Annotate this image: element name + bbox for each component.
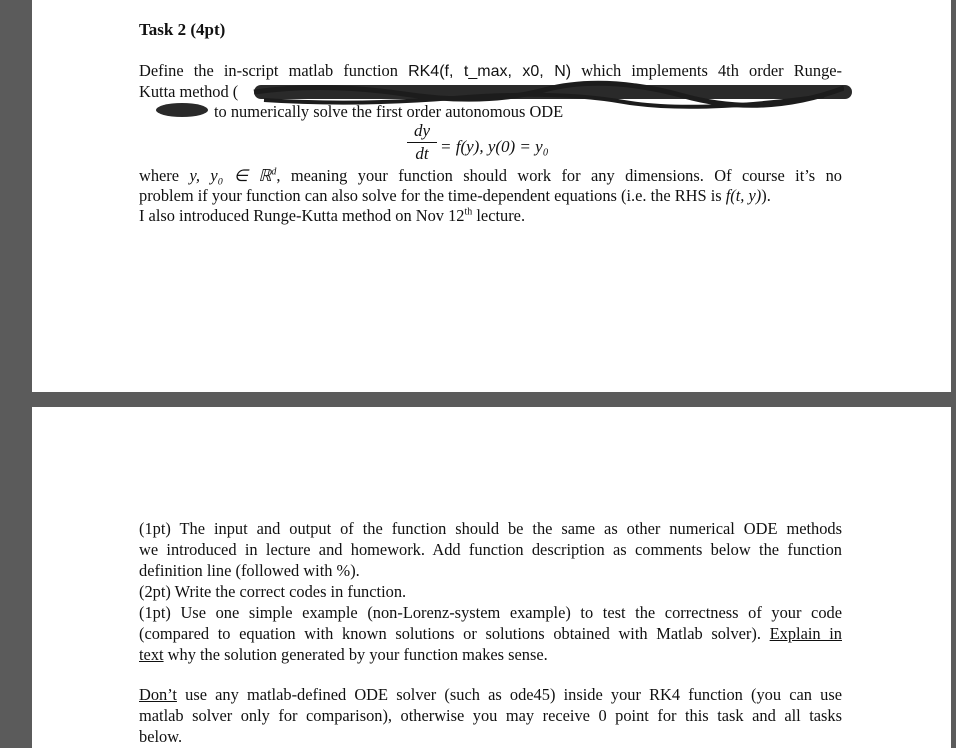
function-signature: RK4(f, t_max, x0, N) [408,63,572,80]
paragraph-line: (compared to equation with known solutions or solutions obtained with Matlab solver). Explain in [139,624,842,643]
paragraph-line: (1pt) The input and output of the function should be the same as other numerical ODE methods [139,519,842,538]
paragraph-line: Define the in-script matlab function RK4(f, t_max, x0, N) which implements 4th order Runge- [139,61,842,80]
task-title: Task 2 (4pt) [139,20,226,39]
equation-denominator: dt [415,144,429,163]
document-page-2 [32,407,951,748]
paragraph-line: to numerically solve the first order autonomous ODE [214,102,564,121]
paragraph-line: definition line (followed with %). [139,561,360,580]
paragraph-line: we introduced in lecture and homework. Add function description as comments below the function [139,540,842,559]
equation-numerator: dy [413,121,431,140]
paragraph-line: Don’t use any matlab-defined ODE solver (such as ode45) inside your RK4 function (you can use [139,685,842,704]
paragraph-line: where y, y₀ ∈ ℝ$^d$, meaning your function should work for any dimensions. Of course it’s no [139,166,842,185]
document-page-1 [32,0,951,392]
paragraph-line: (1pt) Use one simple example (non-Lorenz-system example) to test the correctness of your code [139,603,842,622]
fraction-bar [407,142,437,143]
paragraph-line: Kutta method ( [139,82,239,101]
equation-rhs: = f(y), y(0) = y₀ [440,137,549,156]
paragraph-line: matlab solver only for comparison), otherwise you may receive 0 point for this task and all tasks [139,706,842,725]
equation-fraction [407,122,437,163]
paragraph-line: I also introduced Runge-Kutta method on Nov 12th lecture. [139,206,526,225]
paragraph-line: problem if your function can also solve for the time-dependent equations (i.e. the RHS is f(t, y)). [139,186,771,205]
paragraph-line: text why the solution generated by your function makes sense. [139,645,548,664]
paragraph-line: below. [139,727,183,746]
paragraph-line: (2pt) Write the correct codes in function. [139,582,407,601]
